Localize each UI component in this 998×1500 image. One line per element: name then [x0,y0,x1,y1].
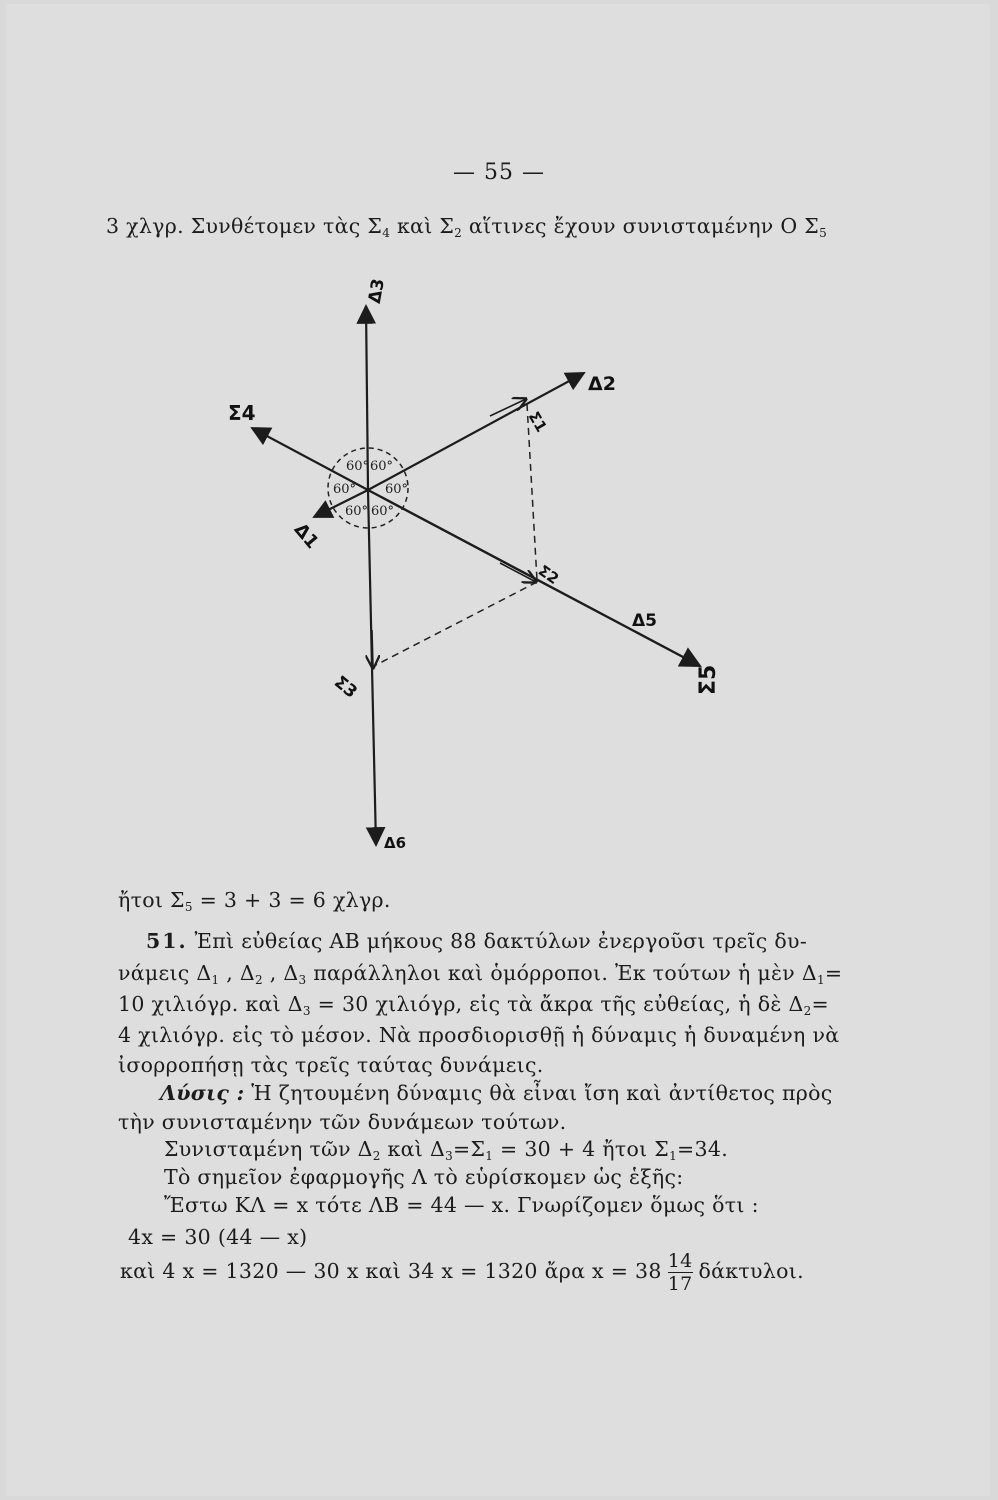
angle-label-5: 60° [345,504,369,519]
problem-line-1: 51. Ἐπὶ εὐθείας ΑΒ μήκους 88 δακτύλων ἐνεργοῦσι τρεῖς δυ- [146,929,808,953]
label-s2: Σ2 [534,561,563,588]
label-d6: Δ6 [384,834,407,852]
angle-label-4: 60° [385,482,409,497]
label-s1: Σ1 [524,408,551,436]
intro-line: 3 χλγρ. Συνθέτομεν τὰς $\Sigma_4$ καὶ $\Sigma_2$ αἵτινες ἔχουν συνισταμένην Ο $\Sigma_5$ [106,214,828,240]
problem-line-2: νάμεις $\Delta_1$ , $\Delta_2$ , $\Delta_3$ παράλληλοι καὶ ὁμόρροποι. Ἐκ τούτων ἡ μὲν $\Delta_1=$ [118,961,843,987]
problem-line-3: 10 χιλιόγρ. καὶ $\Delta_3 = 30$ χιλιόγρ, εἰς τὰ ἄκρα τῆς εὐθείας, ἡ δὲ $\Delta_2=$ [118,992,829,1018]
label-d2: Δ2 [588,373,616,395]
solution-label: Λύσις : [160,1081,245,1105]
label-d3: Δ3 [364,277,389,306]
page-number: — 55 — [453,160,545,185]
problem-line-5: ἰσορροπήσῃ τὰς τρεῖς ταύτας δυνάμεις. [118,1053,544,1077]
solution-line-4: Τὸ σημεῖον ἐφαρμογῆς Λ τὸ εὑρίσκομεν ὡς ἑξῆς: [164,1165,684,1189]
angle-label-3: 60° [333,482,357,497]
component-arrow-s4 [500,563,536,582]
dashed-line-2 [374,582,537,666]
label-d5: Δ5 [632,611,657,631]
label-d1: Δ1 [289,519,323,553]
solution-line-2: τὴν συνισταμένην τῶν δυνάμεων τούτων. [118,1110,567,1134]
force-line-d6 [368,490,376,845]
solution-line-1: Λύσις : Ἡ ζητουμένη δύναμις θὰ εἶναι ἴση καὶ ἀντίθετος πρὸς [160,1081,833,1105]
force-line-d2 [368,373,584,490]
fraction: $\frac{14}{17}$ [667,1250,693,1295]
solution-line-5: Ἔστω ΚΛ = x τότε ΛΒ = 44 — x. Γνωρίζομεν ὅμως ὅτι : [164,1193,759,1217]
label-s3: Σ3 [329,672,361,703]
problem-number: 51. [146,929,188,953]
angle-label-6: 60° [371,504,395,519]
solution-line-3: Συνισταμένη τῶν $\Delta_2$ καὶ $\Delta_3=\Sigma_1 = 30 + 4$ ἤτοι $\Sigma_1=34$. [164,1137,729,1163]
angle-label-2: 60° [370,459,394,474]
component-arrow-s3 [372,630,373,668]
problem-line-4: 4 χιλιόγρ. εἰς τὸ μέσον. Νὰ προσδιορισθῇ ἡ δύναμις ἡ δυναμένη νὰ [118,1023,840,1047]
angle-label-1: 60° [346,459,370,474]
label-s4: Σ4 [228,401,256,425]
solution-line-6: 4x = 30 (44 — x) [128,1225,308,1249]
solution-line-7: καὶ 4 x = 1320 — 30 x καὶ 34 x = 1320 ἄρα x = 38 $\frac{14}{17}$ δάκτυλοι. [120,1250,804,1295]
label-s5: Σ5 [696,664,721,695]
result-line: ἤτοι $\Sigma_5 = 3 + 3 = 6$ χλγρ. [118,888,391,914]
